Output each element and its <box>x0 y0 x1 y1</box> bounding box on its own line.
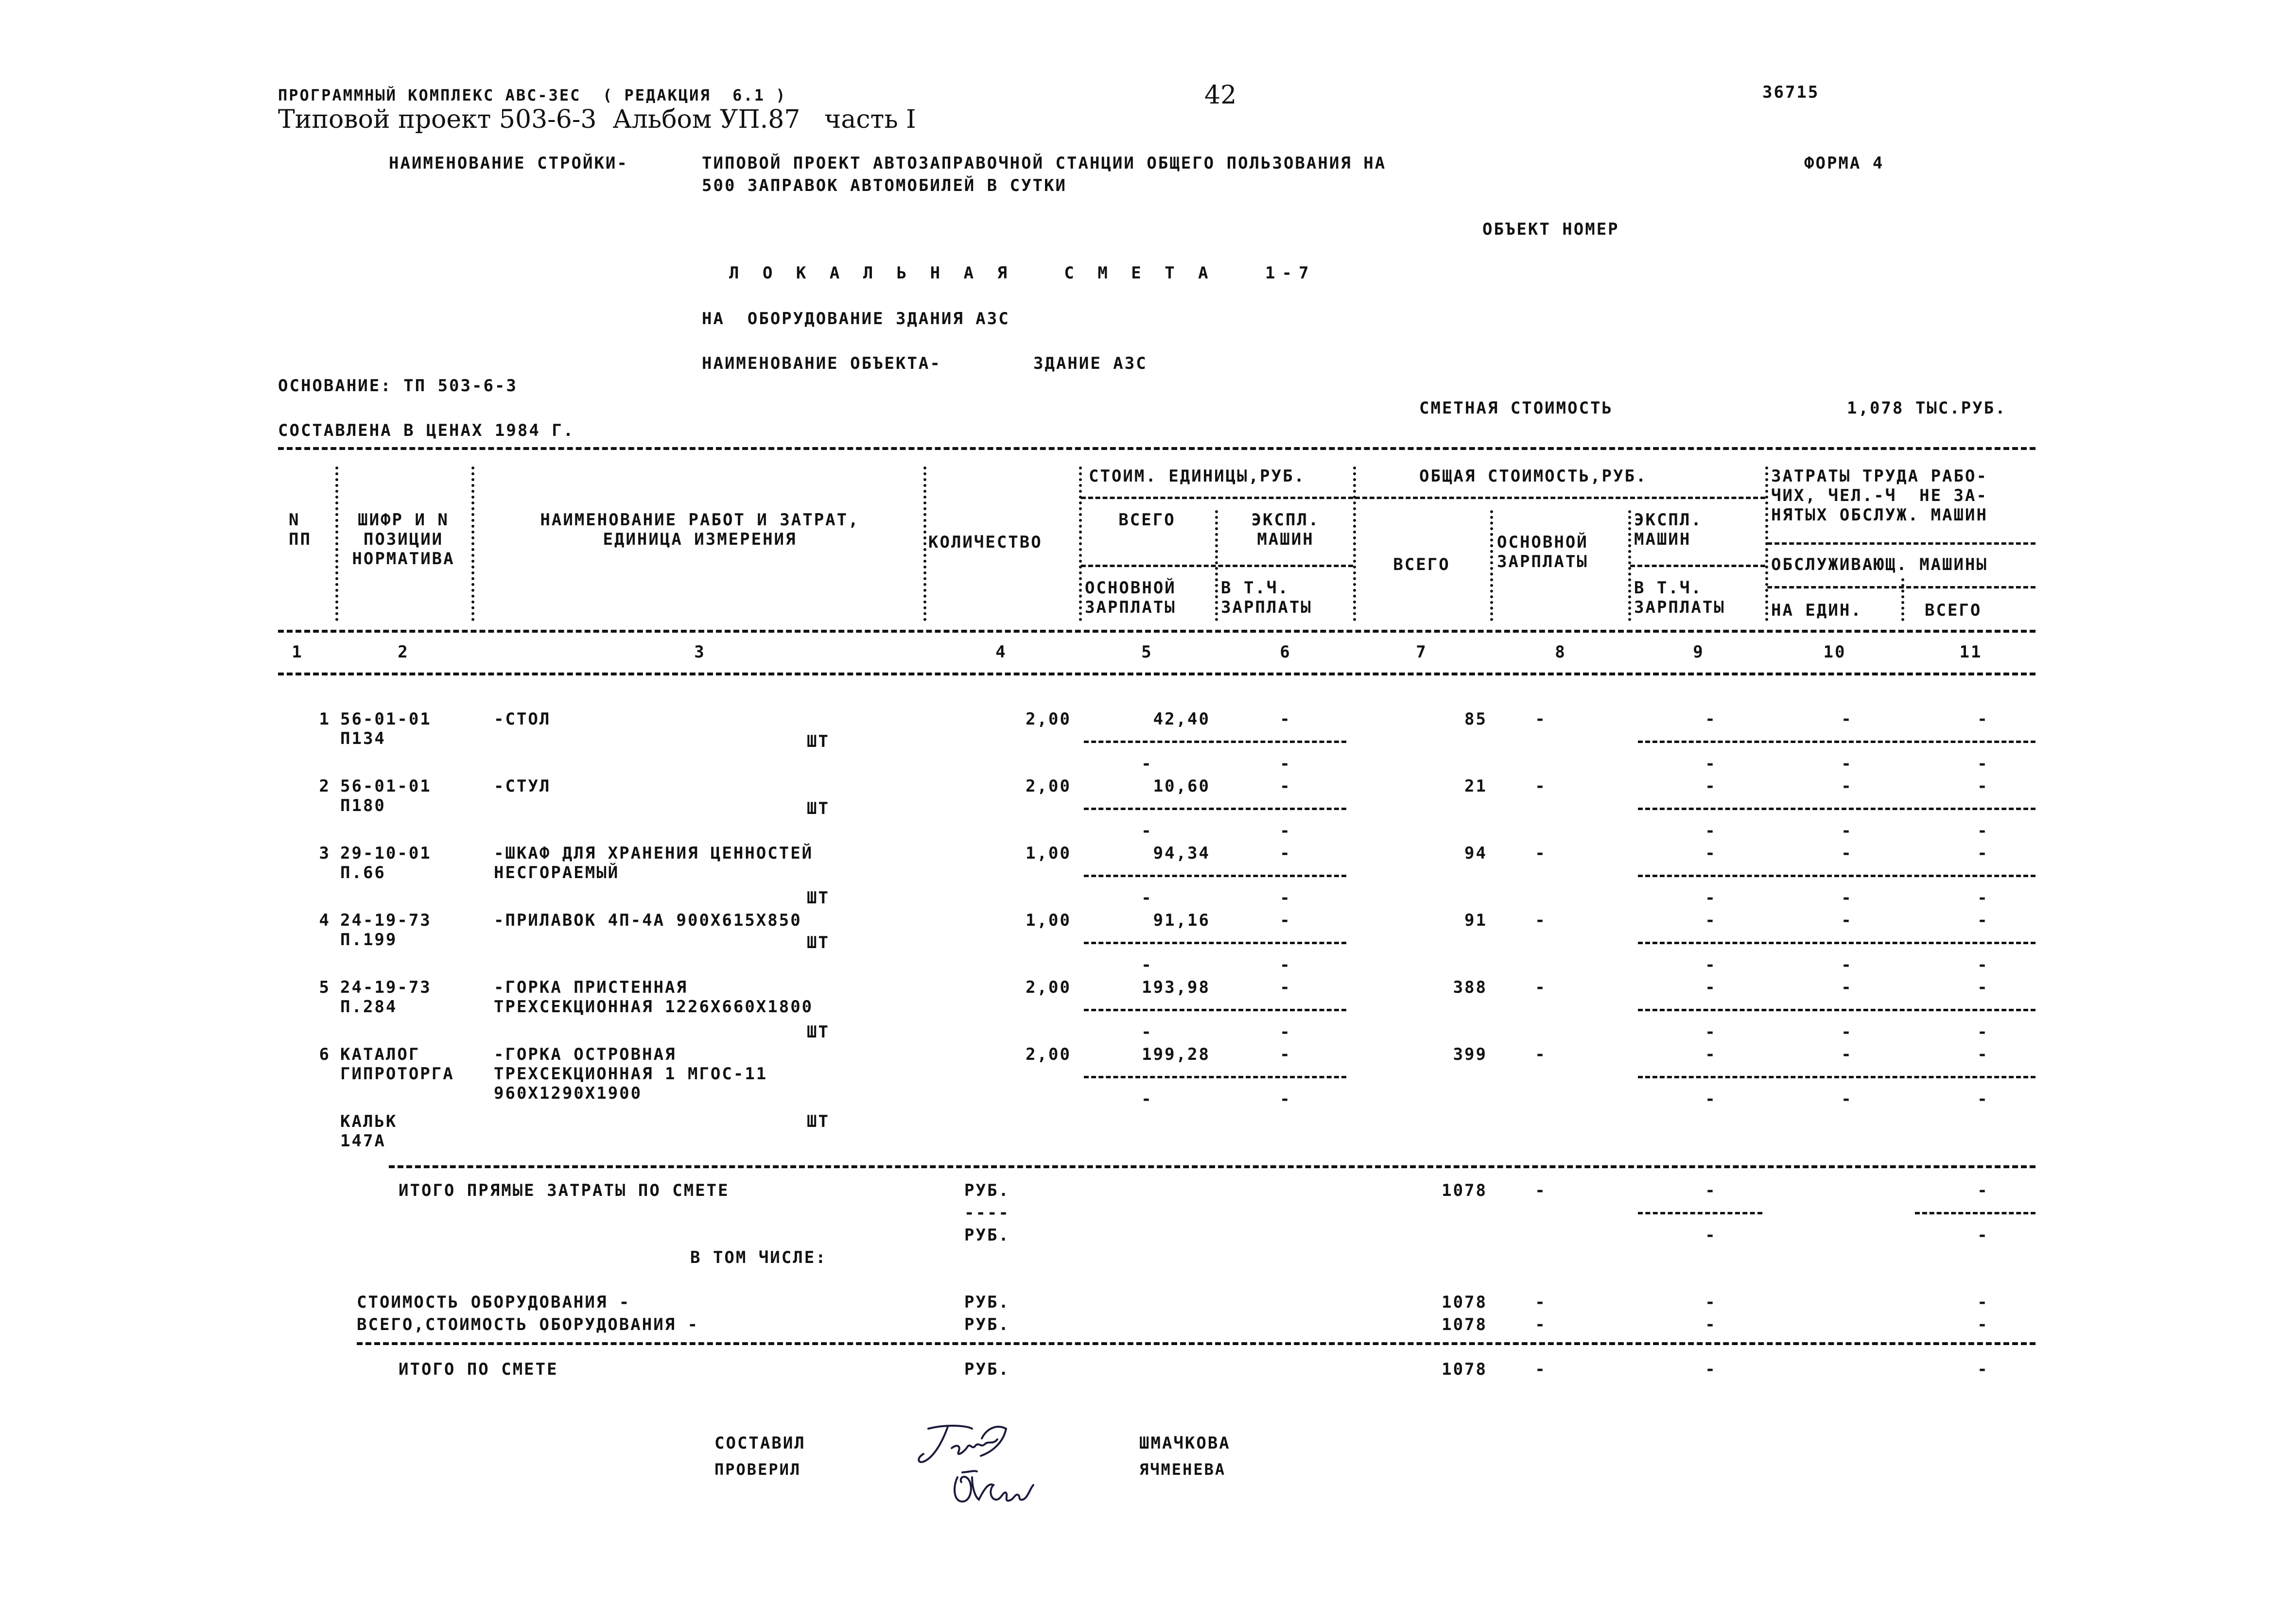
header-rule <box>1355 497 1765 499</box>
row-labor-total: - <box>1977 709 1989 729</box>
row-sub-dash: - <box>1280 1089 1291 1109</box>
row-sub-dash: - <box>1977 1089 1989 1109</box>
header-rule <box>1081 565 1353 567</box>
col-number: 8 <box>1555 642 1566 662</box>
row-rule <box>1638 741 2035 743</box>
col-separator <box>1490 510 1493 621</box>
estimate-subtitle: НА ОБОРУДОВАНИЕ ЗДАНИЯ АЗС <box>702 309 1010 328</box>
row-total-base: - <box>1535 777 1547 796</box>
row-total: 399 <box>1453 1045 1487 1064</box>
basis: ОСНОВАНИЕ: ТП 503-6-3 <box>278 376 518 396</box>
row-sub-dash: - <box>1841 955 1853 975</box>
row-number: 3 <box>319 844 330 863</box>
including-label: В ТОМ ЧИСЛЕ: <box>690 1248 827 1267</box>
row-rule <box>1084 1009 1346 1011</box>
final-top-rule <box>357 1342 2035 1345</box>
stroyka-label: НАИМЕНОВАНИЕ СТРОЙКИ- <box>389 154 628 173</box>
col-number: 1 <box>292 642 303 662</box>
direct-costs-base: - <box>1535 1181 1547 1200</box>
row-unit: ШТ <box>807 799 830 818</box>
row-unit-price: 91,16 <box>1153 911 1210 930</box>
header-labor-all: ВСЕГО <box>1925 601 1982 620</box>
col-number: 2 <box>398 642 409 662</box>
row-unit-expl: - <box>1280 1045 1291 1064</box>
table-top-rule <box>278 447 2035 450</box>
row-unit: ШТ <box>807 1022 830 1042</box>
header-rule <box>1630 565 1765 567</box>
equipment-cost-unit: РУБ. <box>964 1293 1010 1312</box>
row-sub-dash: - <box>1977 888 1989 908</box>
row-rule <box>1084 1076 1346 1078</box>
equipment-cost-base: - <box>1535 1293 1547 1312</box>
row-rule <box>1638 1009 2035 1011</box>
row-rule <box>1084 808 1346 810</box>
row-unit-expl: - <box>1280 844 1291 863</box>
row-unit: ШТ <box>807 933 830 952</box>
row-sub-dash: - <box>1841 888 1853 908</box>
header-rule <box>1767 586 2035 588</box>
header-bottom-rule <box>278 630 2035 633</box>
checked-by-label: ПРОВЕРИЛ <box>714 1460 801 1479</box>
checked-by-name: ЯЧМЕНЕВА <box>1139 1460 1226 1479</box>
row-unit: ШТ <box>807 888 830 908</box>
row-sub-dash: - <box>1141 754 1153 774</box>
direct-costs-labor: - <box>1977 1181 1989 1200</box>
row-sub-dash: - <box>1705 754 1717 774</box>
row-labor-total: - <box>1977 911 1989 930</box>
row-name: -ПРИЛАВОК 4П-4А 900Х615Х850 <box>494 911 802 930</box>
object-name-label: НАИМЕНОВАНИЕ ОБЪЕКТА- <box>702 354 941 373</box>
all-equipment-cost-labor: - <box>1977 1315 1989 1334</box>
row-unit: ШТ <box>807 1112 830 1131</box>
final-total-unit: РУБ. <box>964 1360 1010 1379</box>
summary-sub-dash: - <box>1977 1226 1989 1245</box>
row-total-base: - <box>1535 978 1547 997</box>
signature-checked <box>943 1458 1069 1511</box>
header-unit-incl: В Т.Ч. ЗАРПЛАТЫ <box>1221 578 1312 617</box>
row-total-base: - <box>1535 844 1547 863</box>
numbers-bottom-rule <box>278 673 2035 675</box>
row-quantity: 1,00 <box>1026 844 1071 863</box>
row-labor-total: - <box>1977 777 1989 796</box>
estimate-title: Л О К А Л Ь Н А Я С М Е Т А 1-7 <box>729 263 1316 283</box>
row-sub-dash: - <box>1141 955 1153 975</box>
row-quantity: 2,00 <box>1026 709 1071 729</box>
row-sub-dash: - <box>1141 1022 1153 1042</box>
row-total-base: - <box>1535 709 1547 729</box>
col-separator <box>335 467 338 621</box>
row-total: 21 <box>1464 777 1487 796</box>
row-unit-price: 94,34 <box>1153 844 1210 863</box>
row-unit: ШТ <box>807 732 830 751</box>
row-labor-unit: - <box>1841 911 1853 930</box>
row-code: 29-10-01 П.66 <box>340 844 432 882</box>
page-number: 42 <box>1204 81 1237 110</box>
price-base: СОСТАВЛЕНА В ЦЕНАХ 1984 Г. <box>278 421 575 440</box>
all-equipment-cost-unit: РУБ. <box>964 1315 1010 1334</box>
row-sub-dash: - <box>1705 821 1717 841</box>
row-rule <box>1084 741 1346 743</box>
header-rule <box>1081 497 1353 499</box>
all-equipment-cost-base: - <box>1535 1315 1547 1334</box>
row-sub-dash: - <box>1705 955 1717 975</box>
col-number: 6 <box>1280 642 1291 662</box>
summary-top-rule <box>389 1165 2035 1168</box>
row-quantity: 2,00 <box>1026 978 1071 997</box>
all-equipment-cost-expl: - <box>1705 1315 1717 1334</box>
col-number: 7 <box>1416 642 1427 662</box>
col-number: 5 <box>1141 642 1153 662</box>
equipment-cost-expl: - <box>1705 1293 1717 1312</box>
row-unit-expl: - <box>1280 978 1291 997</box>
header-total-base: ОСНОВНОЙ ЗАРПЛАТЫ <box>1497 533 1588 571</box>
row-labor-unit: - <box>1841 777 1853 796</box>
object-number: ОБЪЕКТ НОМЕР <box>1482 220 1619 239</box>
row-sub-dash: - <box>1141 1089 1153 1109</box>
header-qty: КОЛИЧЕСТВО <box>928 533 1043 552</box>
summary-sub-dash: - <box>1705 1226 1717 1245</box>
row-labor-total: - <box>1977 844 1989 863</box>
row-labor-total: - <box>1977 1045 1989 1064</box>
header-name: НАИМЕНОВАНИЕ РАБОТ И ЗАТРАТ, ЕДИНИЦА ИЗМЕРЕНИЯ <box>540 510 860 549</box>
equipment-cost-labor: - <box>1977 1293 1989 1312</box>
row-sub-dash: - <box>1841 1022 1853 1042</box>
row-total-base: - <box>1535 911 1547 930</box>
col-separator <box>923 467 926 621</box>
row-sub-dash: - <box>1280 1022 1291 1042</box>
row-code: 24-19-73 П.199 <box>340 911 432 950</box>
row-sub-dash: - <box>1705 888 1717 908</box>
row-unit-price: 42,40 <box>1153 709 1210 729</box>
row-total-expl: - <box>1705 709 1717 729</box>
row-sub-dash: - <box>1977 955 1989 975</box>
program-name: ПРОГРАММНЫЙ КОМПЛЕКС АВС-ЗЕС ( РЕДАКЦИЯ 6.1 ) <box>278 86 787 104</box>
header-code: ШИФР И N ПОЗИЦИИ НОРМАТИВА <box>352 510 455 569</box>
header-unit-expl: ЭКСПЛ. МАШИН <box>1251 510 1320 549</box>
header-total-incl: В Т.Ч. ЗАРПЛАТЫ <box>1634 578 1725 617</box>
row-rule <box>1084 942 1346 944</box>
equipment-cost-total: 1078 <box>1442 1293 1487 1312</box>
row-sub-dash: - <box>1280 754 1291 774</box>
summary-rule <box>1638 1212 1762 1214</box>
row-unit-expl: - <box>1280 911 1291 930</box>
row-sub-dash: - <box>1841 1089 1853 1109</box>
row-code: 24-19-73 П.284 <box>340 978 432 1017</box>
row-number: 1 <box>319 709 330 729</box>
header-total-expl: ЭКСПЛ. МАШИН <box>1634 510 1703 549</box>
row-name: -ГОРКА ОСТРОВНАЯ ТРЕХСЕКЦИОННАЯ 1 МГОС-11 960Х1290Х1900 <box>494 1045 768 1103</box>
row-labor-unit: - <box>1841 709 1853 729</box>
row-name: -СТОЛ <box>494 709 551 729</box>
col-number: 9 <box>1693 642 1705 662</box>
row-unit-expl: - <box>1280 709 1291 729</box>
header-total-all: ВСЕГО <box>1393 555 1450 574</box>
final-total-label: ИТОГО ПО СМЕТЕ <box>399 1360 558 1379</box>
row-rule <box>1638 942 2035 944</box>
header-labor: ЗАТРАТЫ ТРУДА РАБО- ЧИХ, ЧЕЛ.-Ч НЕ ЗА- НЯТЫХ ОБСЛУЖ. МАШИН <box>1771 467 1988 525</box>
row-rule <box>1638 875 2035 877</box>
row-number: 6 <box>319 1045 330 1064</box>
row-total: 388 <box>1453 978 1487 997</box>
row-rule <box>1084 875 1346 877</box>
row-unit-price: 193,98 <box>1142 978 1210 997</box>
col-separator <box>1079 467 1082 621</box>
row-total-expl: - <box>1705 844 1717 863</box>
row-quantity: 1,00 <box>1026 911 1071 930</box>
header-unit-base: ОСНОВНОЙ ЗАРПЛАТЫ <box>1085 578 1176 617</box>
direct-costs-unit-2: РУБ. <box>964 1226 1010 1245</box>
compiled-by-name: ШМАЧКОВА <box>1139 1434 1231 1453</box>
col-number: 10 <box>1823 642 1846 662</box>
row-sub-dash: - <box>1280 955 1291 975</box>
row-sub-dash: - <box>1141 821 1153 841</box>
final-total-base: - <box>1535 1360 1547 1379</box>
row-labor-unit: - <box>1841 978 1853 997</box>
col-separator <box>471 467 474 621</box>
direct-costs-unit: РУБ. <box>964 1181 1010 1200</box>
row-sub-dash: - <box>1841 821 1853 841</box>
row-code: КАТАЛОГ ГИПРОТОРГА <box>340 1045 454 1084</box>
row-sub-dash: - <box>1280 888 1291 908</box>
header-labor-sub: ОБСЛУЖИВАЮЩ. МАШИНЫ <box>1771 555 1988 574</box>
header-labor-unit: НА ЕДИН. <box>1771 601 1862 620</box>
estimated-cost-value: 1,078 ТЫС.РУБ. <box>1847 398 2007 418</box>
row-quantity: 2,00 <box>1026 1045 1071 1064</box>
stroyka-line-1: ТИПОВОЙ ПРОЕКТ АВТОЗАПРАВОЧНОЙ СТАНЦИИ ОБЩЕГО ПОЛЬЗОВАНИЯ НА <box>702 154 1387 173</box>
row-total-expl: - <box>1705 777 1717 796</box>
col-number: 4 <box>995 642 1007 662</box>
row-sub-dash: - <box>1280 821 1291 841</box>
row-unit-expl: - <box>1280 777 1291 796</box>
row-labor-unit: - <box>1841 1045 1853 1064</box>
row-number: 4 <box>319 911 330 930</box>
row-total-base: - <box>1535 1045 1547 1064</box>
col-separator <box>1353 467 1356 621</box>
header-unit-total: ВСЕГО <box>1118 510 1176 530</box>
row-total-expl: - <box>1705 1045 1717 1064</box>
row-number: 2 <box>319 777 330 796</box>
row-total: 91 <box>1464 911 1487 930</box>
row-total: 85 <box>1464 709 1487 729</box>
final-total-labor: - <box>1977 1360 1989 1379</box>
row-number: 5 <box>319 978 330 997</box>
direct-costs-dashes: ---- <box>964 1203 1010 1223</box>
direct-costs-total: 1078 <box>1442 1181 1487 1200</box>
row-unit-price: 10,60 <box>1153 777 1210 796</box>
row-sub-dash: - <box>1977 821 1989 841</box>
header-num: N ПП <box>289 510 312 549</box>
col-separator <box>1901 578 1904 621</box>
row-total-expl: - <box>1705 911 1717 930</box>
row-code: 56-01-01 П134 <box>340 709 432 748</box>
all-equipment-cost-total: 1078 <box>1442 1315 1487 1334</box>
summary-rule <box>1915 1212 2035 1214</box>
direct-costs-label: ИТОГО ПРЯМЫЕ ЗАТРАТЫ ПО СМЕТЕ <box>399 1181 730 1200</box>
final-total-expl: - <box>1705 1360 1717 1379</box>
row-name: -ГОРКА ПРИСТЕННАЯ ТРЕХСЕКЦИОННАЯ 1226Х660Х1800 <box>494 978 814 1017</box>
estimated-cost-label: СМЕТНАЯ СТОИМОСТЬ <box>1419 398 1613 418</box>
compiled-by-label: СОСТАВИЛ <box>714 1434 806 1453</box>
header-total-cost: ОБЩАЯ СТОИМОСТЬ,РУБ. <box>1419 467 1648 486</box>
row-sub-dash: - <box>1977 754 1989 774</box>
row-sub-dash: - <box>1841 754 1853 774</box>
form-number: ФОРМА 4 <box>1804 154 1884 173</box>
row-name: -ШКАФ ДЛЯ ХРАНЕНИЯ ЦЕННОСТЕЙ НЕСГОРАЕМЫЙ <box>494 844 814 882</box>
row-code: 56-01-01 П180 <box>340 777 432 815</box>
row-sub-dash: - <box>1977 1022 1989 1042</box>
stroyka-line-2: 500 ЗАПРАВОК АВТОМОБИЛЕЙ В СУТКИ <box>702 176 1067 195</box>
row-rule <box>1638 1076 2035 1078</box>
row-labor-unit: - <box>1841 844 1853 863</box>
document-number: 36715 <box>1762 83 1820 102</box>
row-labor-total: - <box>1977 978 1989 997</box>
row-unit-price: 199,28 <box>1142 1045 1210 1064</box>
project-line: Типовой проект 503-6-3 Альбом УП.87 часть I <box>278 105 916 134</box>
row-total-expl: - <box>1705 978 1717 997</box>
row-name: -СТУЛ <box>494 777 551 796</box>
row-code-extra: КАЛЬК 147А <box>340 1112 398 1151</box>
object-name: ЗДАНИЕ АЗС <box>1033 354 1148 373</box>
row-quantity: 2,00 <box>1026 777 1071 796</box>
col-number: 11 <box>1959 642 1983 662</box>
row-total: 94 <box>1464 844 1487 863</box>
header-unit-cost: СТОИМ. ЕДИНИЦЫ,РУБ. <box>1089 467 1305 486</box>
final-total: 1078 <box>1442 1360 1487 1379</box>
all-equipment-cost-label: ВСЕГО,СТОИМОСТЬ ОБОРУДОВАНИЯ - <box>357 1315 699 1334</box>
row-sub-dash: - <box>1141 888 1153 908</box>
header-rule <box>1767 542 2035 545</box>
col-number: 3 <box>694 642 706 662</box>
row-sub-dash: - <box>1705 1022 1717 1042</box>
equipment-cost-label: СТОИМОСТЬ ОБОРУДОВАНИЯ - <box>357 1293 631 1312</box>
row-rule <box>1638 808 2035 810</box>
row-sub-dash: - <box>1705 1089 1717 1109</box>
direct-costs-expl: - <box>1705 1181 1717 1200</box>
